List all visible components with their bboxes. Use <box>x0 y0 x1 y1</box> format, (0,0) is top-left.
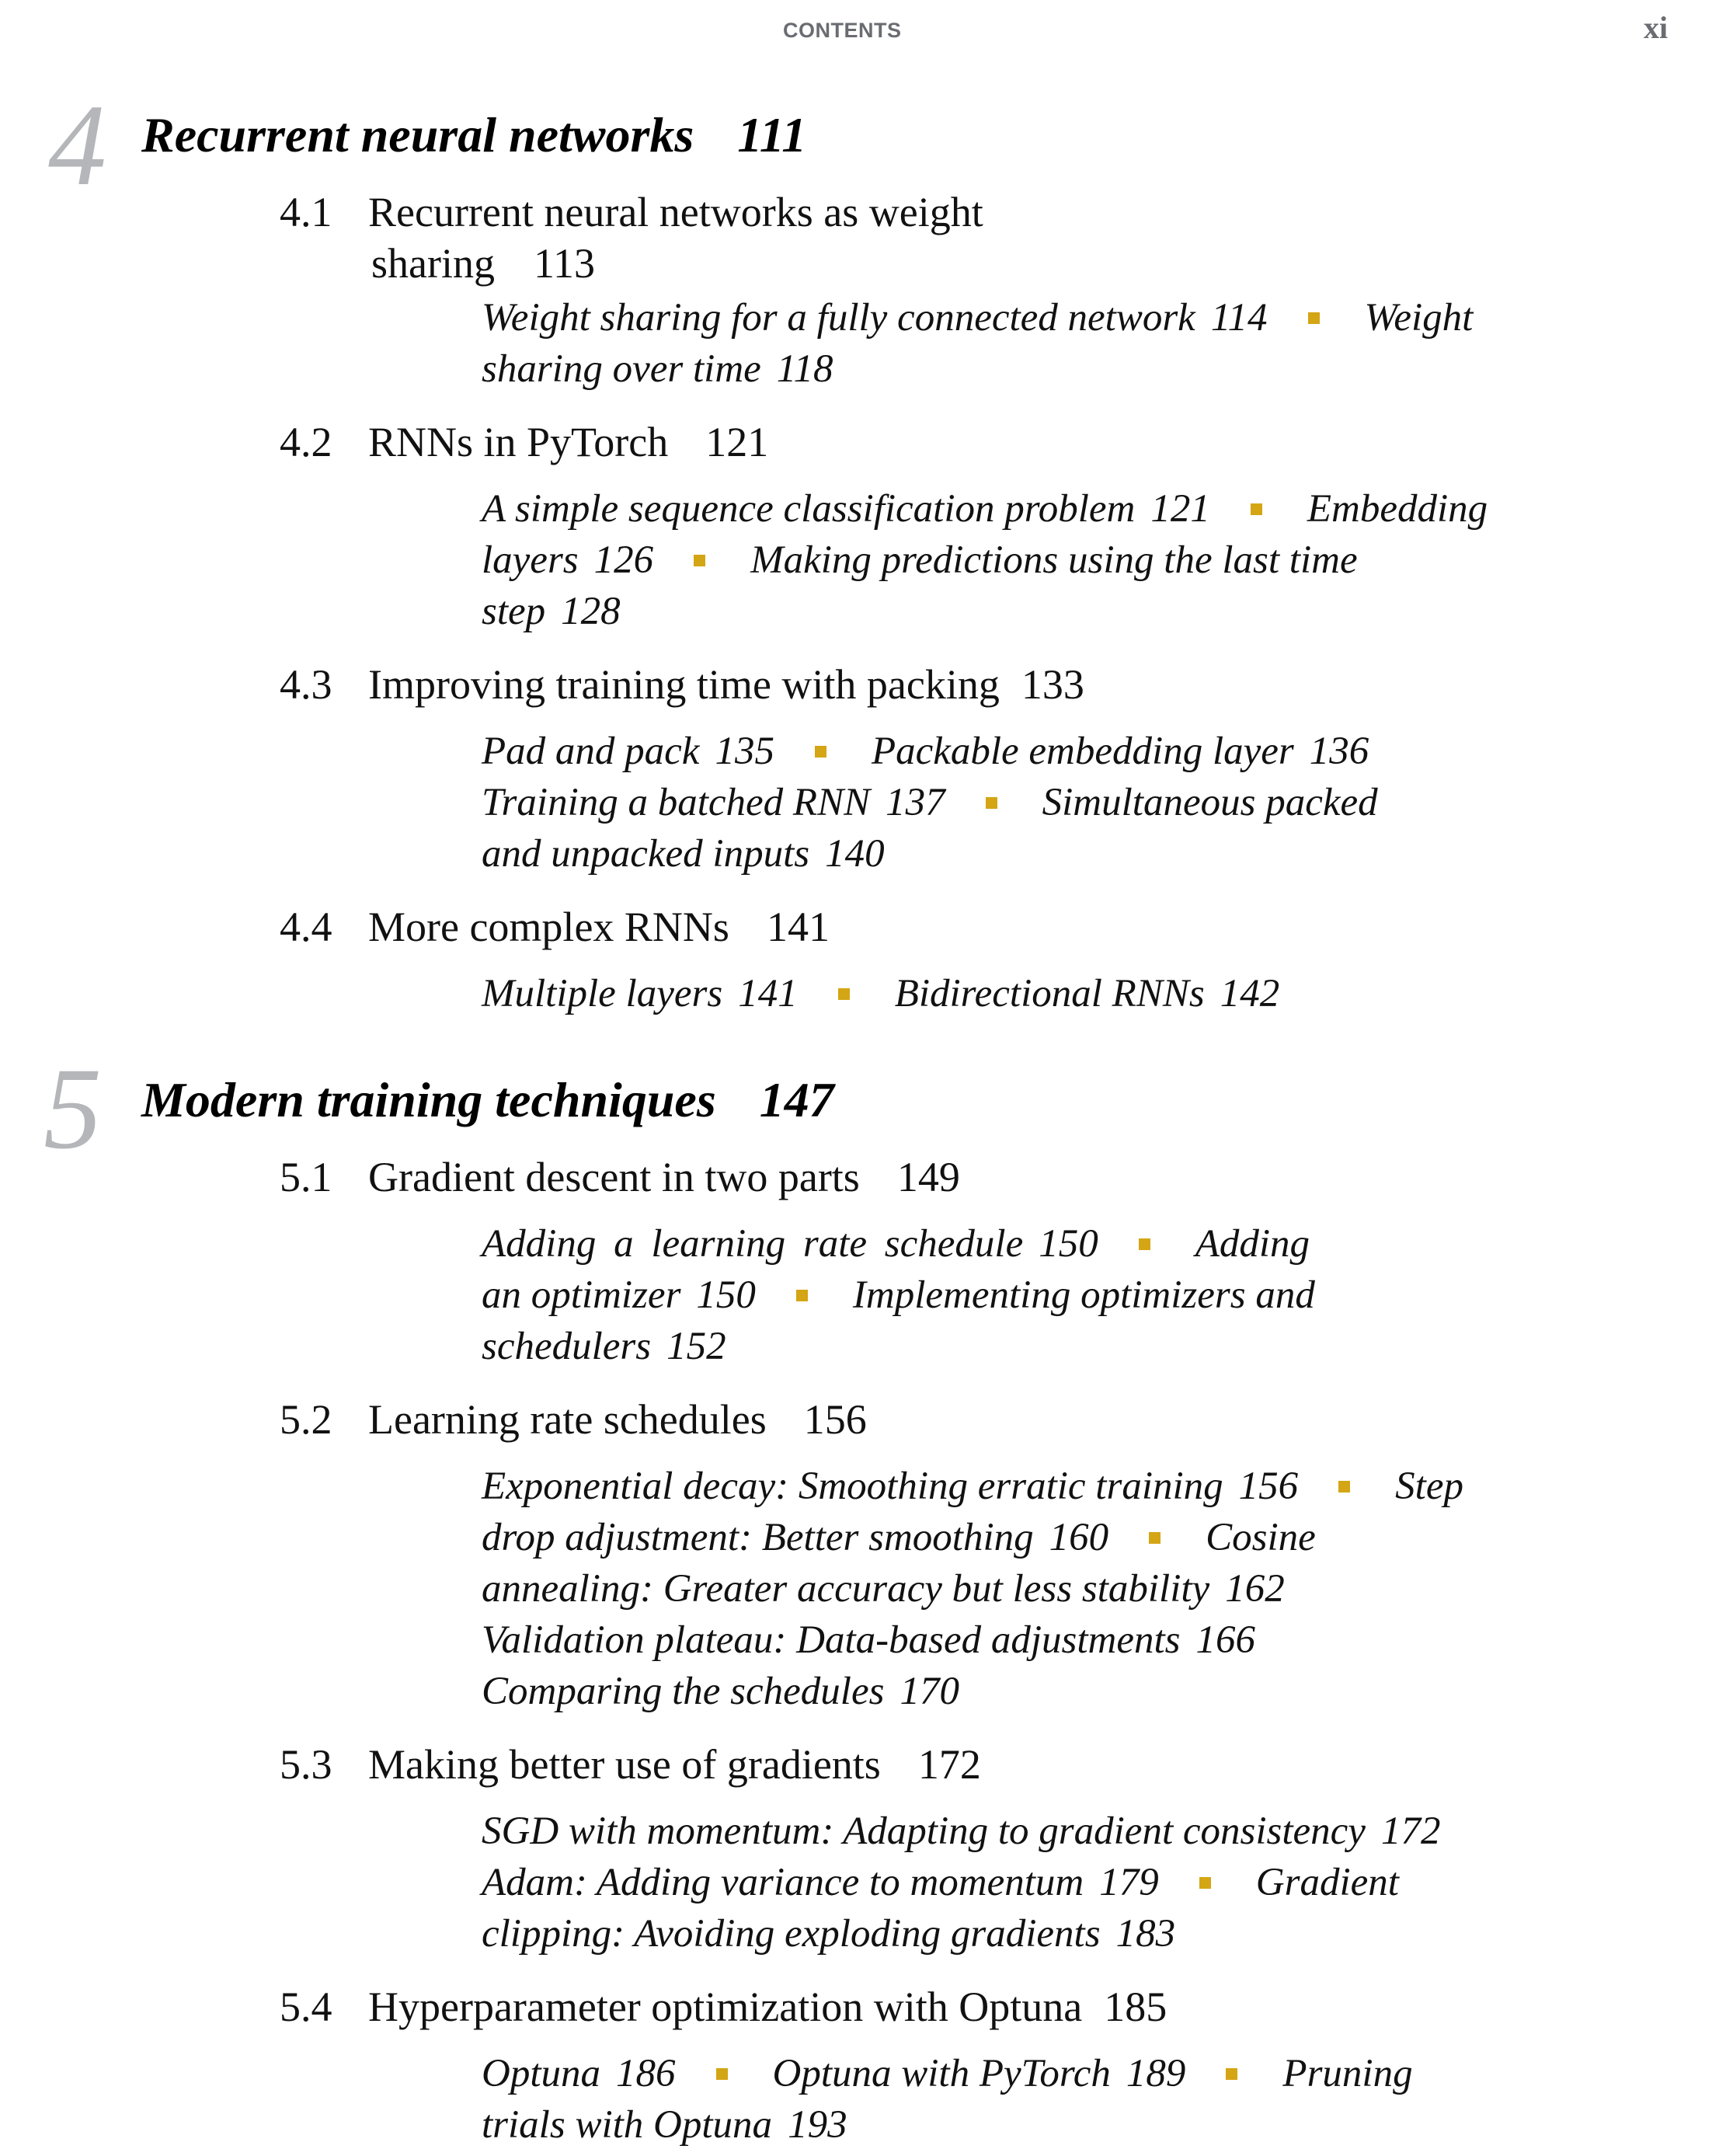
section-page: 172 <box>917 1741 981 1788</box>
subsection-line[interactable] <box>482 1224 1310 1264</box>
subsection-line[interactable] <box>482 298 1473 338</box>
bullet-separator <box>986 797 997 809</box>
subsection-line[interactable] <box>482 1273 1315 1317</box>
section-title: RNNs in PyTorch <box>368 419 669 465</box>
bullet-separator <box>1199 1877 1211 1889</box>
section-number: 5.1 <box>280 1154 332 1200</box>
subsection-title: layers <box>482 538 579 582</box>
bullet-separator <box>815 746 826 758</box>
subsection-title: an optimizer <box>482 1273 681 1317</box>
section-title: Improving training time with packing <box>368 661 1000 708</box>
chapter-title[interactable] <box>141 107 807 162</box>
subsection-title: Optuna with PyTorch <box>772 2052 1111 2095</box>
subsection-page: 114 <box>1210 296 1268 340</box>
subsection-line[interactable] <box>482 1327 726 1367</box>
subsection-page: 142 <box>1220 972 1280 1015</box>
section-entry[interactable] <box>280 1986 1167 2028</box>
subsection-line[interactable] <box>482 1518 1316 1558</box>
subsection-line[interactable] <box>482 1809 1441 1853</box>
section-number: 4.2 <box>280 419 332 465</box>
subsection-title: Embedding <box>1307 487 1488 531</box>
subsection-page: 128 <box>561 590 621 633</box>
section-page: 121 <box>705 419 769 465</box>
bullet-separator <box>1338 1481 1350 1492</box>
subsection-title: Making predictions using the last time <box>750 538 1358 582</box>
subsection-page: 189 <box>1126 2052 1186 2095</box>
subsection-line[interactable] <box>482 1618 1256 1662</box>
section-title: More complex RNNs <box>368 904 729 950</box>
subsection-title: Simultaneous packed <box>1042 781 1378 824</box>
subsection-page: 150 <box>1039 1222 1098 1266</box>
subsection-title: sharing over time <box>482 347 761 391</box>
running-head: CONTENTS <box>783 19 902 42</box>
section-number: 4.3 <box>280 661 332 708</box>
subsection-title: Implementing optimizers and <box>852 1273 1315 1317</box>
section-entry[interactable] <box>280 661 1084 708</box>
bullet-separator <box>1149 1532 1160 1544</box>
subsection-title: Step <box>1395 1465 1463 1508</box>
subsection-page: 150 <box>696 1273 756 1317</box>
subsection-line[interactable] <box>482 732 1369 771</box>
subsection-title: trials with Optuna <box>482 2103 773 2147</box>
section-title: Gradient descent in two parts <box>368 1154 860 1200</box>
subsection-page: 179 <box>1099 1861 1159 1904</box>
subsection-page: 193 <box>788 2103 847 2147</box>
subsection-title: drop adjustment: Better smoothing <box>482 1516 1034 1559</box>
subsection-title: Validation plateau: Data-based adjustments <box>482 1618 1181 1662</box>
chapter-title[interactable] <box>141 1072 834 1127</box>
section-entry-continued[interactable] <box>371 240 595 287</box>
subsection-page: 136 <box>1309 730 1369 773</box>
bullet-separator <box>1308 312 1320 324</box>
subsection-title: Pad and pack <box>482 730 700 773</box>
section-number: 5.3 <box>280 1741 332 1788</box>
subsection-title: Exponential decay: Smoothing erratic training <box>482 1465 1223 1508</box>
subsection-title: Training a batched RNN <box>482 781 871 824</box>
section-number: 4.4 <box>280 904 332 950</box>
chapter-title-text: Modern training techniques <box>141 1072 716 1127</box>
subsection-page: 141 <box>738 972 798 1015</box>
subsection-title: schedulers <box>482 1325 652 1368</box>
subsection-line[interactable] <box>482 592 621 632</box>
subsection-title: Adam: Adding variance to momentum <box>482 1861 1084 1904</box>
section-entry[interactable] <box>280 1156 960 1198</box>
subsection-page: 118 <box>776 347 833 391</box>
subsection-page: 137 <box>886 781 945 824</box>
subsection-title: Adding a learning rate schedule <box>482 1222 1024 1266</box>
subsection-title: Gradient <box>1255 1861 1399 1904</box>
section-title: Hyperparameter optimization with Optuna <box>368 1984 1083 2030</box>
subsection-title: A simple sequence classification problem <box>482 487 1136 531</box>
subsection-line[interactable] <box>482 1863 1399 1903</box>
subsection-page: 135 <box>715 730 774 773</box>
section-page: 185 <box>1104 1984 1167 2030</box>
subsection-line[interactable] <box>482 489 1488 529</box>
bullet-separator <box>694 555 705 566</box>
subsection-line[interactable] <box>482 1467 1463 1506</box>
section-title: sharing <box>371 240 495 287</box>
bullet-separator <box>796 1290 808 1301</box>
section-page: 156 <box>803 1396 867 1443</box>
subsection-page: 160 <box>1049 1516 1109 1559</box>
section-entry[interactable] <box>280 191 983 233</box>
subsection-title: Weight <box>1364 296 1474 340</box>
bullet-separator <box>1139 1238 1150 1250</box>
subsection-title: Adding <box>1195 1222 1310 1266</box>
section-title: Making better use of gradients <box>368 1741 881 1788</box>
subsection-page: 186 <box>616 2052 676 2095</box>
subsection-title: step <box>482 590 546 633</box>
chapter-title-text: Recurrent neural networks <box>141 107 694 162</box>
page-number: xi <box>1644 10 1669 45</box>
chapter-page: 111 <box>737 107 807 162</box>
bullet-separator <box>1251 503 1262 515</box>
section-page: 149 <box>896 1154 960 1200</box>
bullet-separator <box>838 988 850 1000</box>
subsection-title: and unpacked inputs <box>482 832 810 876</box>
subsection-page: 121 <box>1150 487 1210 531</box>
bullet-separator <box>716 2068 728 2080</box>
subsection-page: 156 <box>1238 1465 1299 1508</box>
subsection-line[interactable] <box>482 347 833 391</box>
subsection-line[interactable] <box>482 1914 1175 1954</box>
subsection-page: 126 <box>593 538 654 582</box>
subsection-line[interactable] <box>482 834 885 874</box>
bullet-separator <box>1226 2068 1237 2080</box>
subsection-title: Optuna <box>482 2052 600 2095</box>
chapter-number: 4 <box>48 81 106 210</box>
section-entry[interactable] <box>280 421 768 463</box>
chapter-number: 5 <box>43 1044 102 1173</box>
subsection-page: 152 <box>666 1325 726 1368</box>
subsection-page: 166 <box>1195 1618 1256 1662</box>
section-title: Learning rate schedules <box>368 1396 767 1443</box>
section-page: 113 <box>533 240 595 287</box>
section-number: 4.1 <box>280 189 332 235</box>
chapter-page: 147 <box>759 1072 834 1127</box>
subsection-title: Weight sharing for a fully connected network <box>482 296 1195 340</box>
subsection-page: 170 <box>900 1670 959 1713</box>
subsection-title: Pruning <box>1282 2052 1413 2095</box>
subsection-title: Cosine <box>1206 1516 1316 1559</box>
subsection-line[interactable] <box>482 2105 847 2145</box>
subsection-line[interactable] <box>482 1569 1285 1609</box>
subsection-title: Multiple layers <box>482 972 723 1015</box>
subsection-title: Comparing the schedules <box>482 1670 885 1713</box>
subsection-line[interactable] <box>482 974 1279 1014</box>
section-entry[interactable] <box>280 906 830 948</box>
subsection-page: 162 <box>1225 1567 1285 1611</box>
subsection-title: clipping: Avoiding exploding gradients <box>482 1912 1101 1956</box>
subsection-line[interactable] <box>482 538 1358 582</box>
subsection-title: Bidirectional RNNs <box>894 972 1205 1015</box>
subsection-page: 183 <box>1115 1912 1176 1956</box>
subsection-line[interactable] <box>482 1672 959 1712</box>
section-number: 5.4 <box>280 1984 332 2030</box>
section-page: 133 <box>1021 661 1084 708</box>
subsection-line[interactable] <box>482 2054 1413 2094</box>
subsection-line[interactable] <box>482 783 1378 823</box>
subsection-title: annealing: Greater accuracy but less stability <box>482 1567 1210 1611</box>
section-title: Recurrent neural networks as weight <box>368 189 983 235</box>
subsection-page: 140 <box>825 832 885 876</box>
subsection-title: SGD with momentum: Adapting to gradient consistency <box>482 1809 1366 1853</box>
subsection-page: 172 <box>1380 1809 1441 1853</box>
section-entry[interactable] <box>280 1396 867 1443</box>
section-page: 141 <box>766 904 830 950</box>
section-number: 5.2 <box>280 1396 332 1443</box>
section-entry[interactable] <box>280 1741 981 1788</box>
subsection-title: Packable embedding layer <box>871 730 1294 773</box>
